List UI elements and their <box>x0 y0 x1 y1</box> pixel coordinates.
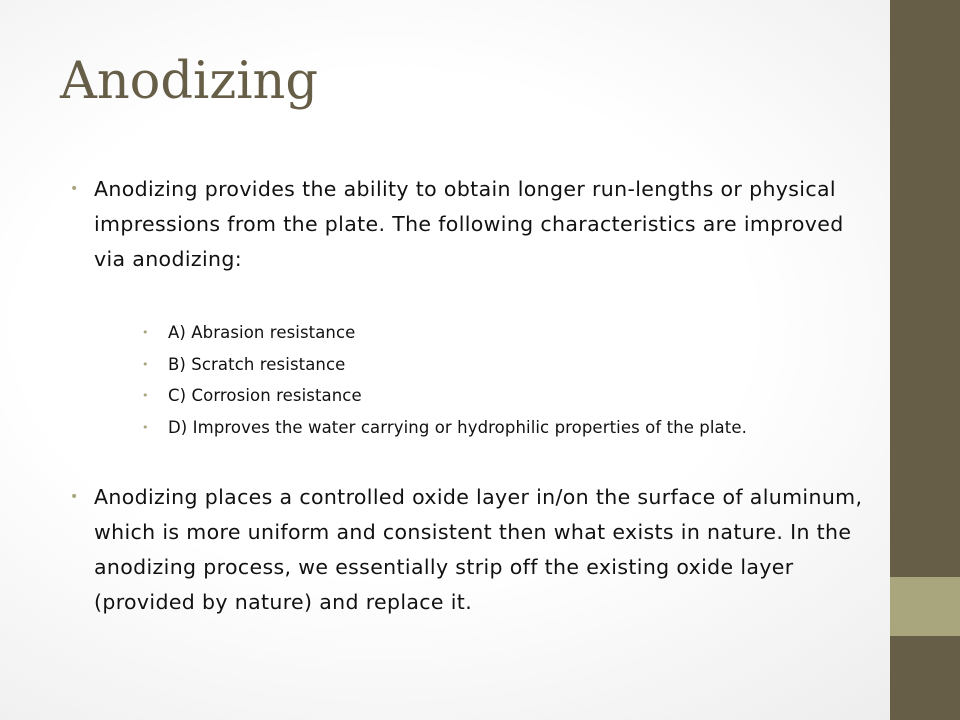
slide-title: Anodizing <box>60 52 319 111</box>
bullet-icon: • <box>70 181 79 197</box>
bullet-list <box>70 172 870 620</box>
bullet-item-run-lengths <box>70 172 870 277</box>
sub-bullet-text: C) Corrosion resistance <box>168 386 362 405</box>
bullet-item-oxide-layer <box>70 480 870 620</box>
bullet-text: Anodizing places a controlled oxide layer in/on the surface of aluminum, which is more uniform and consistent then what exists in nature. In the anodizing process, we essentially strip off the existing oxide layer (provided by nature) and replace it. <box>94 484 863 614</box>
bullet-text: Anodizing provides the ability to obtain longer run-lengths or physical impressions from the plate. The following characteristics are improved via anodizing: <box>94 177 844 271</box>
sub-bullet-item-hydrophilic <box>142 416 870 440</box>
bullet-icon: • <box>142 420 149 434</box>
sub-bullet-item-abrasion <box>142 321 870 345</box>
sub-bullet-item-corrosion <box>142 384 870 408</box>
sub-bullet-text: B) Scratch resistance <box>168 354 346 374</box>
bullet-icon: • <box>142 357 149 371</box>
bullet-icon: • <box>142 326 149 339</box>
side-bar-accent-block <box>890 577 960 636</box>
bullet-icon: • <box>142 389 149 402</box>
sub-bullet-item-scratch <box>142 353 870 377</box>
bullet-icon: • <box>70 488 79 505</box>
slide-body <box>70 172 870 620</box>
sub-bullet-list <box>70 321 870 440</box>
sub-bullet-text: D) Improves the water carrying or hydrophilic properties of the plate. <box>168 417 747 437</box>
sub-bullet-group <box>70 321 870 440</box>
sub-bullet-text: A) Abrasion resistance <box>168 323 356 342</box>
